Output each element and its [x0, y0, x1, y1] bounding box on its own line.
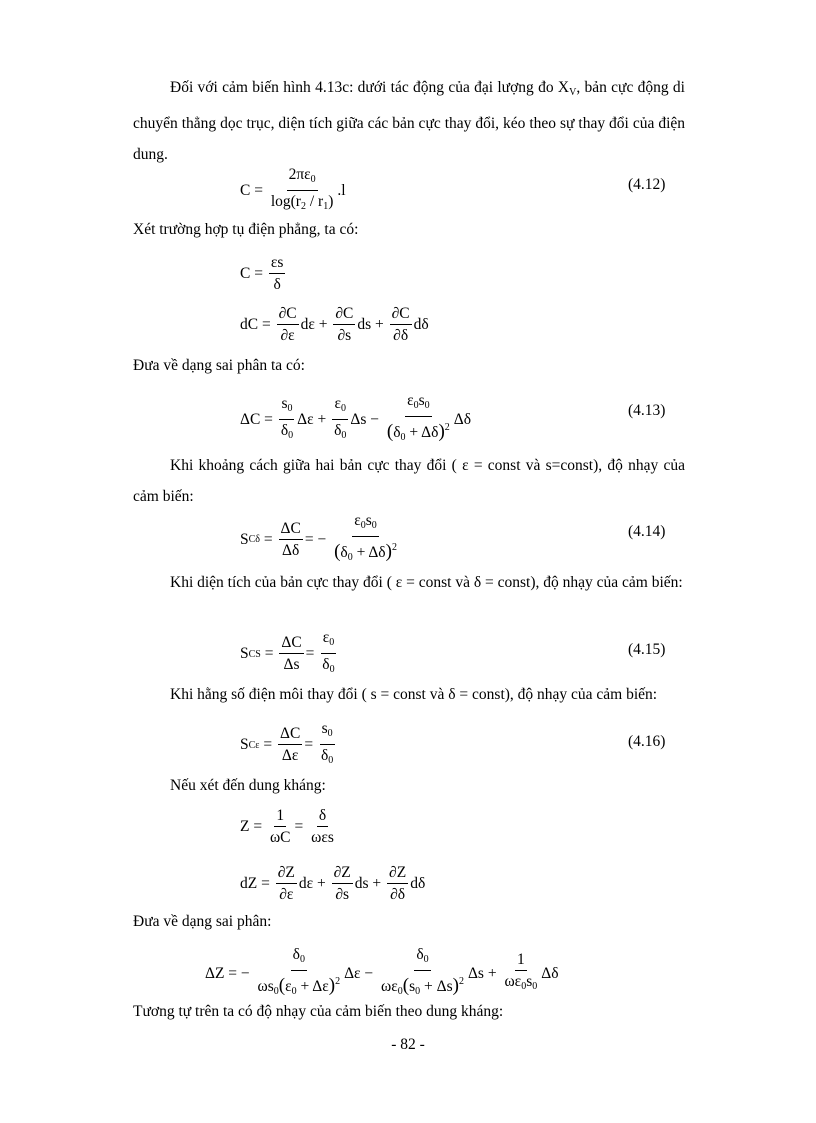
- page-number: - 82 -: [391, 1036, 425, 1053]
- paragraph-impedance-difference: Đưa về dạng sai phân:: [133, 913, 272, 930]
- equation-impedance: Z = $\frac{1}{\omega C}$ = $\frac{\delta}{\text{ωεs}}$: [240, 807, 334, 846]
- paragraph-intro: Đối với cảm biến hình 4.13c: dưới tác động của đại lượng đo $X_V$, bản cực động di chuyển thẳng dọc trục, diện tích giữa các bản cực thay đổi, kéo theo sự thay đổi của điện dung.: [133, 79, 685, 163]
- equation-4-15: S CS = $\frac{\Delta C}{\Delta s}$ = $\frac{\varepsilon_0}{\delta_0}$: [240, 629, 335, 675]
- equation-number: (4.16): [628, 733, 666, 750]
- equation-4-13: ΔC = $\frac{s_0}{\delta_0}$ Δε + $\frac{\varepsilon_0}{\delta_0}$ Δs − $\frac{\varepsilon_0s_0}{(\delta_0 + \Delta\delta)^2}$ Δδ: [240, 392, 472, 443]
- equation-delta-z: ΔZ = − $\frac{\delta_0}{\omega s_0(\varepsilon_0 + \Delta\varepsilon)^2}$ Δε − $\frac{\delta_0}{\omega\varepsilon_0(s_0 + \Delta s)^2}$ Δs + $\frac{1}{\omega\varepsilon_0s_0}$ Δδ: [205, 946, 559, 997]
- equation-4-14: S Cδ = $\frac{\Delta C}{\Delta\delta}$ = − $\frac{\varepsilon_0s_0}{(\delta_0 + \Delta\delta)^2}$: [240, 512, 397, 563]
- paragraph-area-sensitivity: Khi diện tích của bản cực thay đổi ( ε = const và δ = const), độ nhạy của cảm biến:: [170, 574, 683, 591]
- equation-number: (4.15): [628, 641, 666, 658]
- equation-4-12: C = $\frac{2\pi\varepsilon_0}{\log(r_2 / r_1)}$ .l: [240, 166, 346, 212]
- equation-4-16: S Cε = $\frac{\Delta C}{\Delta\varepsilon}$ = $\frac{s_0}{\delta_0}$: [240, 720, 334, 766]
- paragraph-dielectric-sensitivity: Khi hằng số điện môi thay đổi ( s = const và δ = const), độ nhạy của cảm biến:: [170, 686, 658, 703]
- equation-capacitance: C = $\frac{\varepsilon s}{\delta}$: [240, 254, 284, 293]
- paragraph-impedance-sensitivity: Tương tự trên ta có độ nhạy của cảm biến theo dung kháng:: [133, 1003, 504, 1020]
- paragraph-plane-capacitor: Xét trường hợp tụ điện phẳng, ta có:: [133, 221, 359, 238]
- equation-dc: dC = $\frac{\partial C}{\partial\varepsilon}$ dε + $\frac{\partial C}{\partial s}$ ds + $\frac{\partial C}{\partial\delta}$ dδ: [240, 305, 429, 344]
- equation-dz: dZ = $\frac{\partial Z}{\partial\varepsilon}$ dε + $\frac{\partial Z}{\partial s}$ ds + $\frac{\partial Z}{\partial\delta}$ dδ: [240, 864, 426, 903]
- paragraph-impedance: Nếu xét đến dung kháng:: [170, 777, 326, 794]
- equation-number: (4.14): [628, 523, 666, 540]
- paragraph-difference: Đưa về dạng sai phân ta có:: [133, 357, 305, 374]
- paragraph-distance-sensitivity: Khi khoảng cách giữa hai bản cực thay đổi ( ε = const và s=const), độ nhạy của cảm biến:: [133, 457, 685, 505]
- equation-number: (4.13): [628, 402, 666, 419]
- equation-number: (4.12): [628, 176, 666, 193]
